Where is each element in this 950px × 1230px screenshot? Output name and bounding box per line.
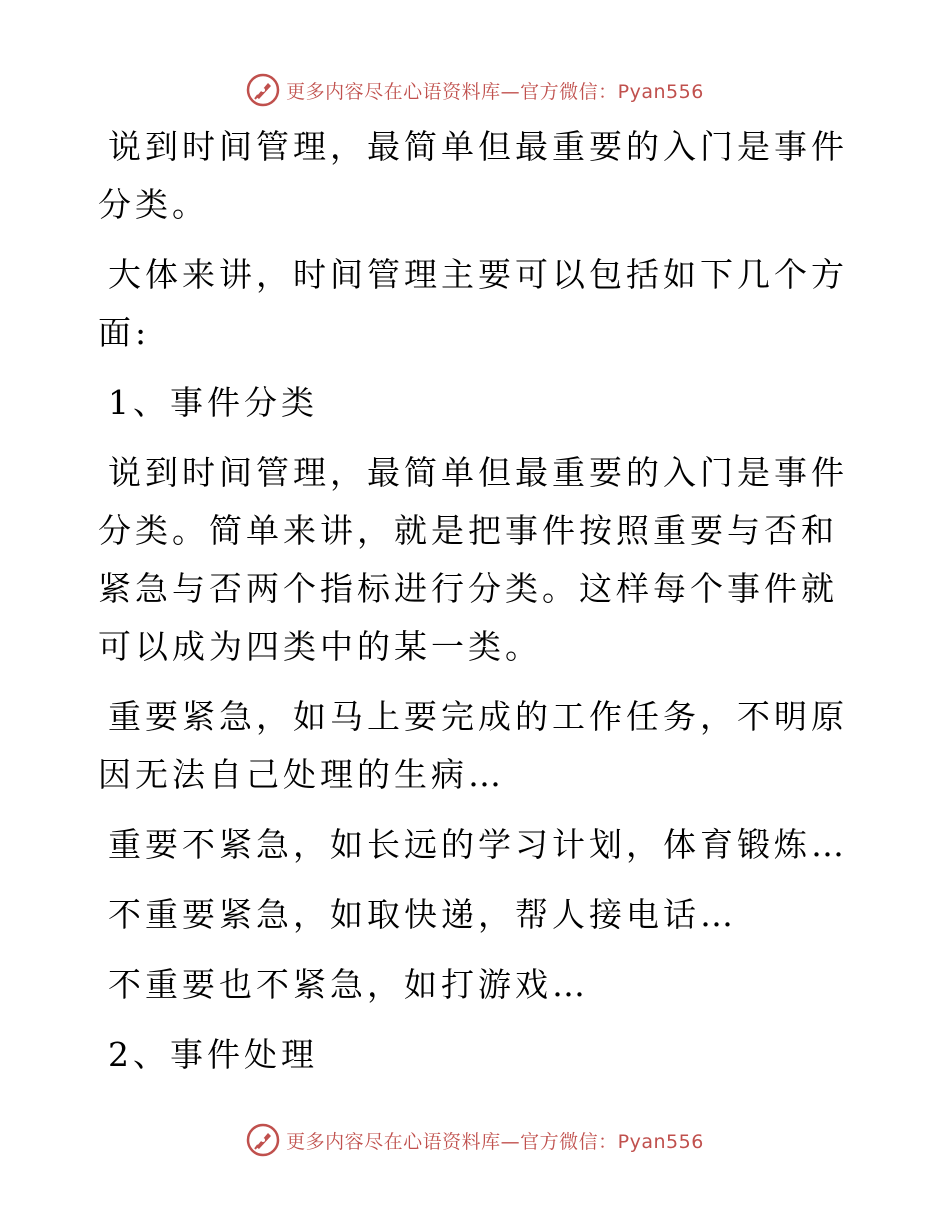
header-banner-text: 更多内容尽在心语资料库—官方微信：Pyan556 bbox=[286, 80, 704, 103]
document-body bbox=[98, 118, 858, 1096]
footer-banner bbox=[0, 1118, 950, 1162]
pen-nib-logo-icon bbox=[246, 1123, 280, 1157]
paragraph-intro: 说到时间管理，最简单但最重要的入门是事件分类。 bbox=[98, 127, 848, 224]
section-heading-event-classification: 1、事件分类 bbox=[108, 383, 318, 422]
paragraph-classification-detail: 说到时间管理，最简单但最重要的入门是事件分类。简单来讲，就是把事件按照重要与否和紧急与否两个指标进行分类。这样每个事件就可以成为四类中的某一类。 bbox=[98, 453, 848, 666]
paragraph-not-important-urgent: 不重要紧急，如取快递，帮人接电话… bbox=[108, 895, 737, 934]
section-heading-event-handling: 2、事件处理 bbox=[108, 1035, 318, 1074]
header-banner bbox=[0, 68, 950, 112]
paragraph-important-urgent: 重要紧急，如马上要完成的工作任务，不明原因无法自己处理的生病… bbox=[98, 697, 848, 794]
paragraph-overview: 大体来讲，时间管理主要可以包括如下几个方面: bbox=[98, 255, 848, 352]
pen-nib-logo-icon bbox=[246, 73, 280, 107]
footer-banner-text: 更多内容尽在心语资料库—官方微信：Pyan556 bbox=[286, 1130, 704, 1153]
paragraph-important-not-urgent: 重要不紧急，如长远的学习计划，体育锻炼… bbox=[108, 825, 848, 864]
paragraph-not-important-not-urgent: 不重要也不紧急，如打游戏… bbox=[108, 965, 589, 1004]
